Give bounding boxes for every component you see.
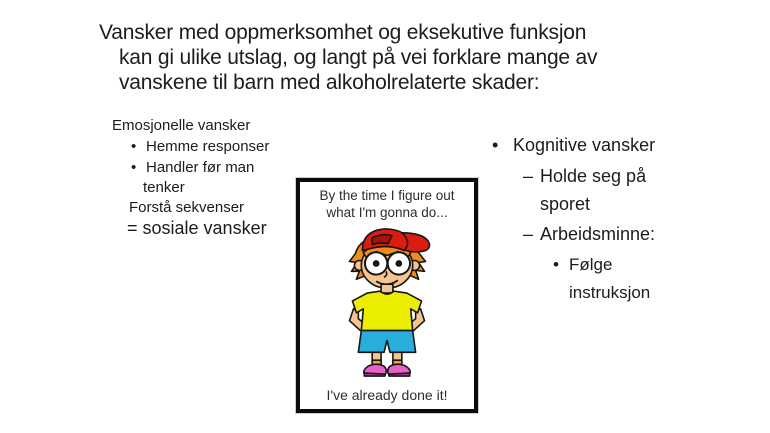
right-list-item (523, 224, 655, 245)
cartoon-panel (296, 178, 478, 413)
kid-neck (381, 284, 393, 293)
right-list-subitem-wrap: instruksjon (569, 283, 651, 302)
kid-shoe-sole-left (364, 373, 385, 376)
right-list-item (492, 135, 655, 156)
right-list-item-label: Kognitive vansker (513, 135, 656, 155)
left-list-heading: Emosjonelle vansker (112, 117, 251, 134)
left-list-item-label: Handler før man (146, 159, 255, 176)
right-list-item-label: Holde seg på (540, 166, 647, 186)
left-list-conclusion: = sosiale vansker (127, 218, 267, 238)
kid-cap-panel (372, 235, 392, 245)
bullet-marker: • (131, 138, 137, 155)
bullet-marker: • (131, 159, 137, 176)
bullet-marker: • (492, 135, 499, 155)
left-list-item-wrap: tenker (143, 179, 185, 196)
right-list-item-label: Arbeidsminne: (540, 224, 656, 244)
left-list-item: Forstå sekvenser (129, 199, 245, 216)
kid-pupil-left (374, 261, 379, 266)
right-list-item-wrap: sporet (540, 194, 591, 214)
right-list-item (523, 166, 646, 187)
kid-shorts (358, 331, 415, 353)
left-list-item-label: Hemme responser (146, 138, 270, 155)
slide-title-line-3: vanskene til barn med alkoholrelaterte skader: (119, 71, 540, 94)
cartoon-caption-bottom: I've already done it! (326, 387, 448, 403)
left-list-item (131, 138, 269, 155)
right-list-subitem (553, 255, 612, 275)
kid-pupil-right (396, 261, 401, 266)
kid-shirt (352, 291, 421, 331)
cartoon-caption-top-line-2: what I'm gonna do... (326, 205, 448, 220)
right-list-item-label: Følge (569, 255, 613, 274)
left-list-item (131, 159, 254, 176)
cartoon-kid-illustration (321, 220, 453, 378)
bullet-marker: • (553, 255, 559, 274)
dash-marker: – (523, 224, 534, 244)
cartoon-caption-top-line-1: By the time I figure out (319, 188, 455, 203)
slide-title-line-1: Vansker med oppmerksomhet og eksekutive funksjon (99, 21, 587, 44)
dash-marker: – (523, 166, 534, 186)
slide-title-line-2: kan gi ulike utslag, og langt på vei forklare mange av (119, 46, 598, 69)
cartoon-caption-top (300, 187, 474, 221)
kid-shoe-sole-right (389, 373, 410, 376)
